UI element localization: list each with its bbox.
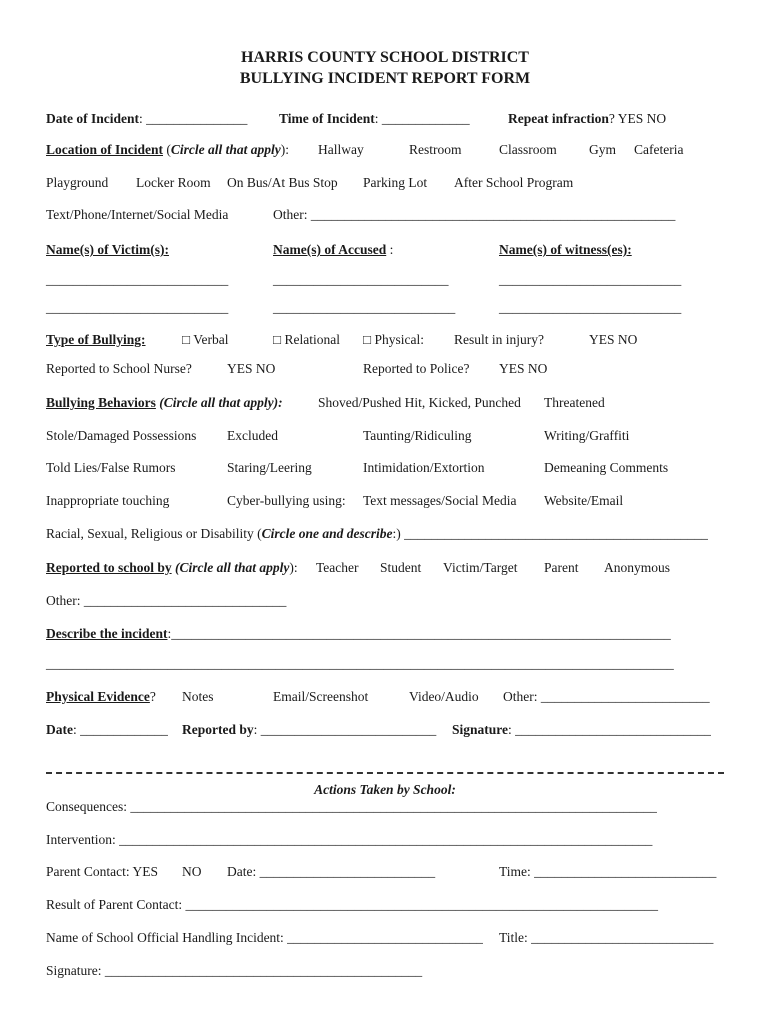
behavior-option-taunting[interactable]: Taunting/Ridiculing (363, 428, 472, 443)
police-question: Reported to Police? (363, 361, 470, 376)
behavior-option-threatened[interactable]: Threatened (544, 395, 605, 410)
school-official-title-field[interactable]: Title: ___________________________ (499, 930, 714, 945)
behavior-option-text-social[interactable]: Text messages/Social Media (363, 493, 517, 508)
accused-names-label: Name(s) of Accused (273, 242, 387, 257)
time-of-incident-blank[interactable]: : _____________ (374, 111, 470, 126)
reported-by-note-close: ): (289, 560, 298, 575)
consequences-field[interactable]: Consequences: ______________________________________________________________________________ (46, 799, 657, 814)
reported-option-parent[interactable]: Parent (544, 560, 579, 575)
reported-option-victim[interactable]: Victim/Target (443, 560, 518, 575)
witness-name-field-1[interactable]: ___________________________ (499, 272, 682, 287)
reported-option-anonymous[interactable]: Anonymous (604, 560, 671, 575)
nurse-question: Reported to School Nurse? (46, 361, 192, 376)
victim-name-field-1[interactable]: ___________________________ (46, 272, 229, 287)
injury-question: Result in injury? (454, 332, 544, 347)
location-label: Location of Incident (46, 142, 164, 157)
accused-names-heading (273, 242, 393, 258)
describe-blank-1[interactable]: :__________________________________________________________________________ (167, 626, 671, 641)
racial-blank[interactable]: :) _____________________________________________ (392, 526, 708, 541)
signoff-reported-field[interactable] (182, 722, 436, 738)
section-divider (46, 772, 724, 774)
behavior-option-lies[interactable]: Told Lies/False Rumors (46, 460, 176, 475)
reported-other-field[interactable]: Other: ______________________________ (46, 593, 287, 608)
time-of-incident-label: Time of Incident (279, 111, 375, 126)
evidence-option-video[interactable]: Video/Audio (409, 689, 479, 704)
location-option-parking-lot[interactable]: Parking Lot (363, 175, 428, 190)
evidence-question-mark: ? (149, 689, 156, 704)
repeat-infraction-field[interactable] (508, 111, 666, 127)
evidence-option-notes[interactable]: Notes (182, 689, 214, 704)
witness-name-field-2[interactable]: ___________________________ (499, 300, 682, 315)
injury-yes-no[interactable]: YES NO (589, 332, 638, 347)
evidence-other-field[interactable]: Other: _________________________ (503, 689, 710, 704)
date-of-incident-blank[interactable]: : _______________ (139, 111, 248, 126)
bullying-type-relational-checkbox[interactable]: □ Relational (273, 332, 341, 347)
location-note-open: ( (163, 142, 171, 157)
location-option-after-school[interactable]: After School Program (454, 175, 574, 190)
repeat-infraction-label: Repeat infraction (508, 111, 609, 126)
repeat-infraction-options[interactable]: ? YES NO (608, 111, 667, 126)
intervention-field[interactable]: Intervention: _______________________________________________________________________________ (46, 832, 653, 847)
behaviors-label: Bullying Behaviors (46, 395, 156, 410)
describe-blank-2[interactable]: _____________________________________________________________________________________________ (46, 656, 674, 671)
location-note-close: ): (280, 142, 290, 157)
parent-contact-no[interactable]: NO (182, 864, 202, 879)
witness-names-label: Name(s) of witness(es): (499, 242, 632, 257)
behaviors-note: (Circle all that apply): (159, 395, 283, 410)
victim-name-field-2[interactable]: ___________________________ (46, 300, 229, 315)
location-option-gym[interactable]: Gym (589, 142, 616, 157)
accused-names-colon: : (386, 242, 394, 257)
describe-incident-label: Describe the incident (46, 626, 168, 641)
racial-describe-field[interactable] (46, 526, 708, 542)
location-option-cafeteria[interactable]: Cafeteria (634, 142, 684, 157)
time-of-incident-field[interactable] (279, 111, 470, 127)
location-option-classroom[interactable]: Classroom (499, 142, 557, 157)
official-signature-field[interactable]: Signature: _______________________________________________ (46, 963, 423, 978)
location-heading (46, 142, 289, 158)
location-option-online[interactable]: Text/Phone/Internet/Social Media (46, 207, 229, 222)
bullying-type-verbal-checkbox[interactable]: □ Verbal (182, 332, 229, 347)
behavior-option-intimidation[interactable]: Intimidation/Extortion (363, 460, 485, 475)
signoff-date-blank[interactable]: : _____________ (73, 722, 168, 737)
behavior-option-graffiti[interactable]: Writing/Graffiti (544, 428, 630, 443)
date-of-incident-field[interactable] (46, 111, 247, 127)
describe-incident-field[interactable] (46, 626, 671, 642)
reported-option-teacher[interactable]: Teacher (316, 560, 359, 575)
signoff-date-field[interactable] (46, 722, 168, 738)
reported-by-label: Reported to school by (46, 560, 172, 575)
behavior-option-touching[interactable]: Inappropriate touching (46, 493, 170, 508)
behavior-option-demeaning[interactable]: Demeaning Comments (544, 460, 669, 475)
behavior-option-stole[interactable]: Stole/Damaged Possessions (46, 428, 197, 443)
nurse-yes-no[interactable]: YES NO (227, 361, 276, 376)
signoff-date-label: Date (46, 722, 73, 737)
behavior-option-physical[interactable]: Shoved/Pushed Hit, Kicked, Punched (318, 395, 521, 410)
accused-name-field-2[interactable]: ___________________________ (273, 300, 456, 315)
location-option-restroom[interactable]: Restroom (409, 142, 462, 157)
parent-contact-result-field[interactable]: Result of Parent Contact: ______________________________________________________________________ (46, 897, 658, 912)
signoff-signature-field[interactable] (452, 722, 711, 738)
location-option-bus[interactable]: On Bus/At Bus Stop (227, 175, 338, 190)
parent-contact-date-field[interactable]: Date: __________________________ (227, 864, 436, 879)
accused-name-field-1[interactable]: __________________________ (273, 272, 449, 287)
date-of-incident-label: Date of Incident (46, 111, 139, 126)
evidence-heading (46, 689, 156, 705)
signoff-reported-blank[interactable]: : __________________________ (253, 722, 437, 737)
form-title: BULLYING INCIDENT REPORT FORM (239, 70, 531, 87)
racial-label: Racial, Sexual, Religious or Disability ( (46, 526, 262, 541)
reported-by-heading (46, 560, 298, 576)
location-option-playground[interactable]: Playground (46, 175, 109, 190)
behaviors-heading (46, 395, 283, 411)
police-yes-no[interactable]: YES NO (499, 361, 548, 376)
reported-option-student[interactable]: Student (380, 560, 422, 575)
school-official-name-field[interactable]: Name of School Official Handling Incident: _____________________________ (46, 930, 483, 945)
behavior-option-cyber[interactable]: Cyber-bullying using: (227, 493, 346, 508)
location-other-field[interactable]: Other: ______________________________________________________ (273, 207, 676, 222)
signoff-signature-blank[interactable]: : _____________________________ (508, 722, 711, 737)
behavior-option-staring[interactable]: Staring/Leering (227, 460, 312, 475)
behavior-option-website-email[interactable]: Website/Email (544, 493, 624, 508)
signoff-signature-label: Signature (452, 722, 509, 737)
parent-contact-yes[interactable]: Parent Contact: YES (46, 864, 158, 879)
location-note: Circle all that apply (170, 142, 281, 157)
victim-names-label: Name(s) of Victim(s): (46, 242, 169, 257)
evidence-label: Physical Evidence (46, 689, 150, 704)
bullying-type-physical-checkbox[interactable]: □ Physical: (363, 332, 425, 347)
reported-by-note: (Circle all that apply (175, 560, 290, 575)
parent-contact-time-field[interactable]: Time: ___________________________ (499, 864, 717, 879)
location-option-hallway[interactable]: Hallway (318, 142, 364, 157)
evidence-option-email[interactable]: Email/Screenshot (273, 689, 369, 704)
behavior-option-excluded[interactable]: Excluded (227, 428, 278, 443)
location-option-locker-room[interactable]: Locker Room (136, 175, 211, 190)
actions-heading: Actions Taken by School: (314, 782, 456, 797)
bullying-type-label: Type of Bullying: (46, 332, 146, 347)
racial-note: Circle one and describe (261, 526, 393, 541)
signoff-reported-label: Reported by (182, 722, 254, 737)
form-district-title: HARRIS COUNTY SCHOOL DISTRICT (241, 49, 529, 66)
